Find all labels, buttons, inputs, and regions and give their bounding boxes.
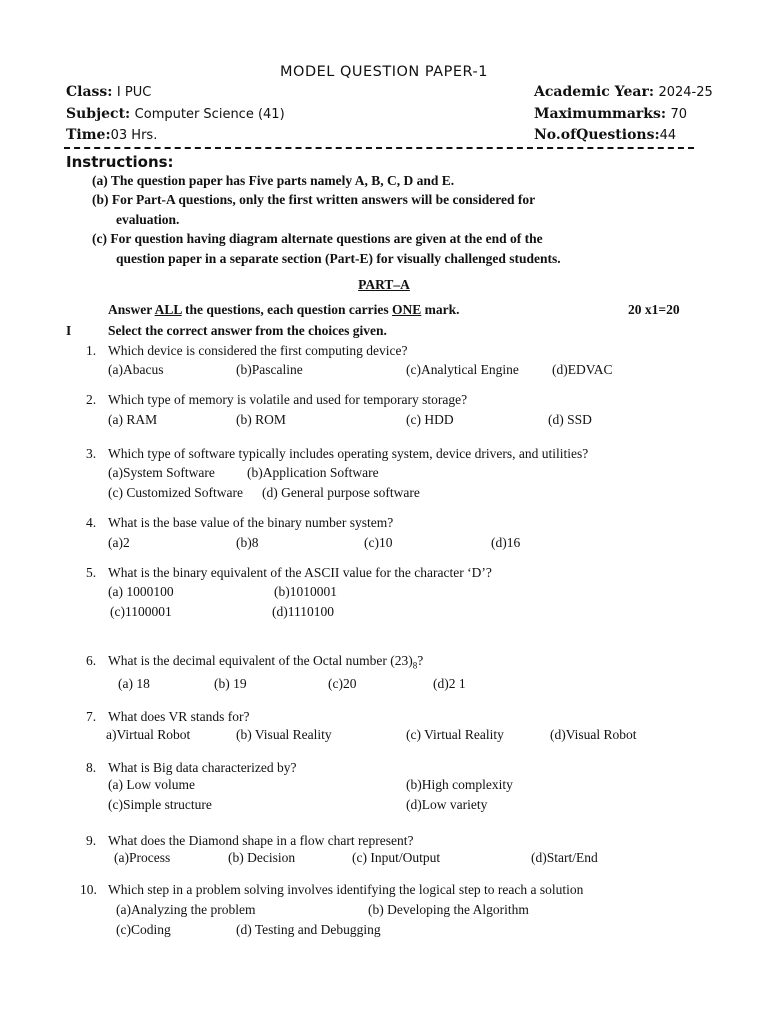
option-d: (d)Low variety: [406, 797, 488, 812]
section-instruction: Select the correct answer from the choices given.: [108, 323, 387, 338]
subject-label: Subject:: [66, 106, 131, 122]
option-d: (d)EDVAC: [552, 362, 613, 377]
question-number: 6.: [86, 653, 97, 668]
question-text: What does VR stands for?: [108, 709, 250, 724]
option-a: (a)Abacus: [108, 362, 164, 377]
page-title: MODEL QUESTION PAPER-1: [280, 64, 488, 80]
part-a-marks: 20 x1=20: [628, 302, 680, 317]
answer-pre: Answer: [108, 302, 155, 317]
option-a: (a) 18: [118, 676, 150, 691]
question-text-main: What is the decimal equivalent of the Octal number (23): [108, 653, 413, 668]
option-c: (c)10: [364, 535, 393, 550]
base-subscript: 8: [412, 660, 418, 671]
question-text: What is Big data characterized by?: [108, 760, 297, 775]
option-b: (b)Pascaline: [236, 362, 303, 377]
question-number: 8.: [86, 760, 97, 775]
option-a: (a)2: [108, 535, 130, 550]
question-text: Which type of software typically includes operating system, device drivers, and utilities?: [108, 446, 589, 461]
year-label: Academic Year:: [534, 84, 654, 100]
option-d: (d)Visual Robot: [550, 727, 637, 742]
part-a-heading: PART–A: [358, 277, 410, 292]
year-value: 2024-25: [658, 85, 713, 100]
subject-field: [66, 106, 285, 122]
question-number: 2.: [86, 392, 97, 407]
option-b: (b) Developing the Algorithm: [368, 902, 529, 917]
question-number: 10.: [80, 882, 97, 897]
answer-mid: the questions, each question carries: [181, 302, 393, 317]
question-text: Which step in a problem solving involves identifying the logical step to reach a solution: [108, 882, 584, 897]
class-label: Class:: [66, 84, 113, 100]
answer-all: ALL: [154, 302, 182, 317]
option-c: (c) Customized Software: [108, 485, 243, 500]
time-value: 03 Hrs.: [110, 128, 158, 143]
question-number: 3.: [86, 446, 97, 461]
option-c: (c)Simple structure: [108, 797, 212, 812]
subject-value: Computer Science (41): [134, 107, 285, 122]
option-d: (d)Start/End: [531, 850, 598, 865]
question-text: What does the Diamond shape in a flow chart represent?: [108, 833, 414, 848]
question-text: [108, 653, 423, 671]
option-a: (a) RAM: [108, 412, 158, 427]
option-a: (a)Process: [114, 850, 171, 865]
option-a: (a)System Software: [108, 465, 215, 480]
option-b: (b) ROM: [236, 412, 286, 427]
answer-instruction: [108, 302, 460, 318]
instructions-heading: Instructions:: [66, 153, 174, 171]
questions-count-label: No.ofQuestions:: [534, 127, 660, 143]
option-b: (b)8: [236, 535, 259, 550]
option-c: (c)1100001: [110, 604, 172, 619]
question-number: 5.: [86, 565, 97, 580]
option-b: (b)Application Software: [247, 465, 379, 480]
question-text: What is the binary equivalent of the ASCII value for the character ‘D’?: [108, 565, 492, 580]
question-number: 1.: [86, 343, 97, 358]
instruction-a: (a) The question paper has Five parts namely A, B, C, D and E.: [92, 173, 455, 188]
option-c: (c) HDD: [406, 412, 454, 427]
answer-one: ONE: [392, 302, 422, 317]
option-d: (d) General purpose software: [262, 485, 420, 500]
instruction-b: (b) For Part-A questions, only the first written answers will be considered for: [92, 192, 536, 207]
option-c: (c) Input/Output: [352, 850, 441, 865]
option-a: (a) 1000100: [108, 584, 174, 599]
class-field: [66, 84, 151, 100]
header-divider: [64, 147, 694, 149]
question-number: 4.: [86, 515, 97, 530]
option-b: (b) 19: [214, 676, 247, 691]
question-number: 9.: [86, 833, 97, 848]
option-d: (d) Testing and Debugging: [236, 922, 381, 937]
option-a: (a) Low volume: [108, 777, 195, 792]
year-field: [534, 84, 713, 100]
marks-label: Maximummarks:: [534, 106, 667, 122]
instruction-c-cont: question paper in a separate section (Part-E) for visually challenged students.: [116, 251, 561, 266]
option-c: (c)Coding: [116, 922, 171, 937]
questions-count-field: [534, 127, 676, 143]
marks-value: 70: [670, 107, 688, 122]
option-d: (d)1110100: [272, 604, 334, 619]
instruction-b-cont: evaluation.: [116, 212, 180, 227]
option-c: (c)Analytical Engine: [406, 362, 519, 377]
option-b: (b)1010001: [274, 584, 337, 599]
option-a: a)Virtual Robot: [106, 727, 191, 742]
question-number: 7.: [86, 709, 97, 724]
instruction-c: (c) For question having diagram alternate questions are given at the end of the: [92, 231, 543, 246]
option-c: (c)20: [328, 676, 357, 691]
option-b: (b) Visual Reality: [236, 727, 332, 742]
questions-count-value: 44: [659, 128, 677, 143]
option-d: (d) SSD: [548, 412, 592, 427]
question-text: Which type of memory is volatile and used for temporary storage?: [108, 392, 468, 407]
question-text: What is the base value of the binary number system?: [108, 515, 394, 530]
time-field: [66, 127, 157, 143]
option-c: (c) Virtual Reality: [406, 727, 504, 742]
question-text-end: ?: [417, 653, 424, 668]
option-b: (b) Decision: [228, 850, 296, 865]
option-a: (a)Analyzing the problem: [116, 902, 256, 917]
answer-post: mark.: [421, 302, 460, 317]
marks-field: [534, 106, 687, 122]
question-text: Which device is considered the first computing device?: [108, 343, 408, 358]
section-roman: I: [66, 323, 72, 338]
option-b: (b)High complexity: [406, 777, 513, 792]
class-value: I PUC: [116, 85, 152, 100]
option-d: (d)2 1: [433, 676, 466, 691]
option-d: (d)16: [491, 535, 521, 550]
time-label: Time:: [66, 127, 111, 143]
